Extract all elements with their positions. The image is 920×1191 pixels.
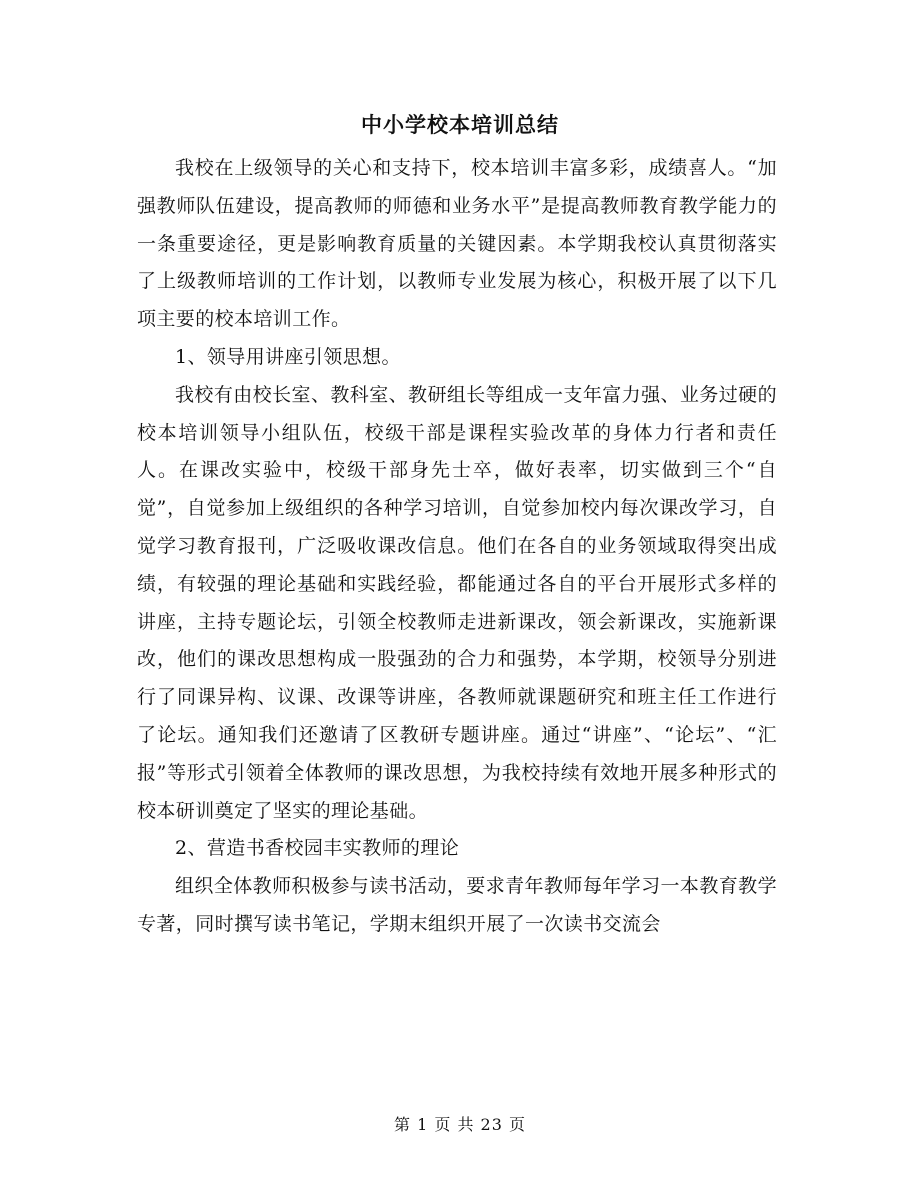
paragraph-intro: 我校在上级领导的关心和支持下，校本培训丰富多彩，成绩喜人。“加强教师队伍建设，提高教师的师德和业务水平”是提高教师教育教学能力的一条重要途径，更是影响教育质量的关键因素。本学期我校认真贯彻落实了上级教师培训的工作计划，以教师专业发展为核心，积极开展了以下几项主要的校本培训工作。	[137, 157, 777, 331]
section-heading-2: 2、营造书香校园丰实教师的理论	[175, 837, 460, 860]
paragraph-section-1: 我校有由校长室、教科室、教研组长等组成一支年富力强、业务过硬的校本培训领导小组队伍，校级干部是课程实验改革的身体力行者和责任人。在课改实验中，校级干部身先士卒，做好表率，切实做到三个“自觉”，自觉参加上级组织的各种学习培训，自觉参加校内每次课改学习，自觉学习教育报刊，广泛吸收课改信息。他们在各自的业务领域取得突出成绩，有较强的理论基础和实践经验，都能通过各自的平台开展形式多样的讲座，主持专题论坛，引领全校教师走进新课改，领会新课改，实施新课改，他们的课改思想构成一股强劲的合力和强势，本学期，校领导分别进行了同课异构、议课、改课等讲座，各教师就课题研究和班主任工作进行了论坛。通知我们还邀请了区教研专题讲座。通过“讲座”、“论坛”、“汇报”等形式引领着全体教师的课改思想，为我校持续有效地开展多种形式的校本研训奠定了坚实的理论基础。	[137, 383, 777, 822]
document-body	[137, 150, 777, 944]
page-number-label: 第 1 页 共 23 页	[394, 1115, 526, 1134]
document-title: 中小学校本培训总结	[361, 112, 559, 137]
paragraph-section-2: 组织全体教师积极参与读书活动，要求青年教师每年学习一本教育教学专著，同时撰写读书笔记，学期末组织开展了一次读书交流会	[137, 875, 777, 935]
section-heading-1: 1、领导用讲座引领思想。	[175, 345, 401, 368]
page-footer	[0, 1113, 920, 1137]
